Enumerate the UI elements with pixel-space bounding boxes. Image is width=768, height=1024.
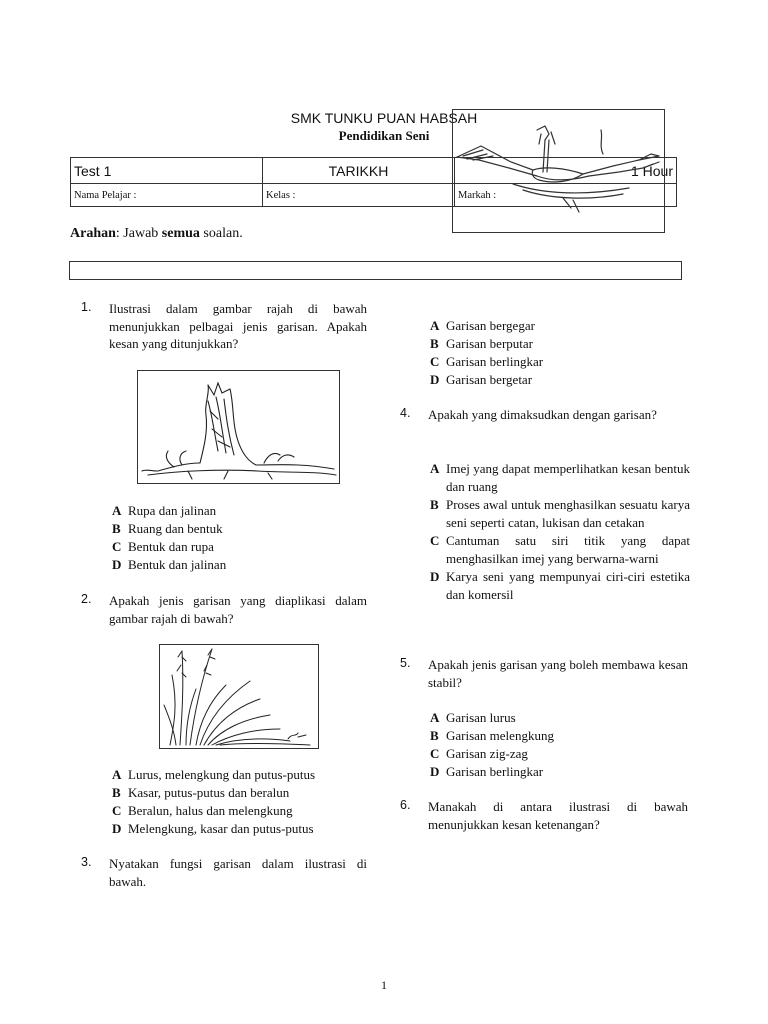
bird-sketch-image xyxy=(453,110,664,232)
subject-title: Pendidikan Seni xyxy=(338,128,430,143)
option-letter: D xyxy=(430,569,440,584)
option-text: Garisan bergegar xyxy=(446,318,535,333)
student-name-field[interactable]: Nama Pelajar : xyxy=(71,184,263,207)
option-text: Garisan lurus xyxy=(446,710,516,725)
question-3-options xyxy=(430,317,688,389)
option-letter: B xyxy=(430,336,439,351)
question-1-number: 1. xyxy=(81,300,92,314)
option[interactable] xyxy=(430,496,690,532)
option[interactable] xyxy=(430,727,688,745)
option-letter: B xyxy=(112,521,121,536)
option-text: Bentuk dan jalinan xyxy=(128,557,227,572)
question-4-text: Apakah yang dimaksudkan dengan garisan? xyxy=(428,407,657,422)
option[interactable] xyxy=(430,317,688,335)
option-letter: C xyxy=(430,354,440,369)
option-text: Lurus, melengkung dan putus-putus xyxy=(128,767,316,782)
tree-stump-image xyxy=(138,371,339,483)
question-5-number: 5. xyxy=(400,656,411,670)
option-letter: B xyxy=(430,497,439,512)
instruction-text: : Jawab xyxy=(115,226,162,241)
option-text: Garisan bergetar xyxy=(446,372,533,387)
question-2-text: Apakah jenis garisan yang diaplikasi dalam gambar rajah di bawah? xyxy=(109,593,367,626)
question-5-options xyxy=(430,709,688,781)
duration-label: 1 Hour xyxy=(455,158,677,184)
option-letter: B xyxy=(430,728,439,743)
option[interactable] xyxy=(430,460,690,496)
option[interactable] xyxy=(430,371,688,389)
option[interactable] xyxy=(430,568,690,604)
question-5-text: Apakah jenis garisan yang boleh membawa kesan stabil? xyxy=(428,657,688,690)
option-text: Garisan berputar xyxy=(446,336,533,351)
question-1-options xyxy=(112,502,362,574)
option-text: Rupa dan jalinan xyxy=(128,503,217,518)
question-2-options xyxy=(112,766,367,838)
option[interactable] xyxy=(112,766,367,784)
option[interactable] xyxy=(430,335,688,353)
option[interactable] xyxy=(112,802,367,820)
option-text: Karya seni yang mempunyai ciri-ciri estetika dan komersil xyxy=(446,569,690,602)
class-field[interactable]: Kelas : xyxy=(263,184,455,207)
option[interactable] xyxy=(430,745,688,763)
question-4-options xyxy=(430,460,690,604)
option-text: Garisan zig-zag xyxy=(446,746,528,761)
option-letter: C xyxy=(112,539,122,554)
option-letter: A xyxy=(430,461,440,476)
instruction xyxy=(70,226,243,242)
question-3-number: 3. xyxy=(81,855,92,869)
option[interactable] xyxy=(112,820,367,838)
option[interactable] xyxy=(430,353,688,371)
option-text: Kasar, putus-putus dan beralun xyxy=(128,785,290,800)
instruction-text-end: soalan. xyxy=(199,226,243,241)
option-letter: B xyxy=(112,785,121,800)
option-text: Garisan berlingkar xyxy=(446,354,544,369)
instruction-emphasis: semua xyxy=(161,226,200,241)
option[interactable] xyxy=(112,502,362,520)
option-letter: D xyxy=(112,821,122,836)
option-text: Cantuman satu siri titik yang dapat menghasilkan imej yang berwarna-warni xyxy=(446,533,690,566)
page-number: 1 xyxy=(381,978,387,992)
option[interactable] xyxy=(430,709,688,727)
question-6-number: 6. xyxy=(400,798,411,812)
option[interactable] xyxy=(430,532,690,568)
answer-box[interactable] xyxy=(69,261,682,280)
option-text: Melengkung, kasar dan putus-putus xyxy=(128,821,314,836)
question-6-text: Manakah di antara ilustrasi di bawah menunjukkan kesan ketenangan? xyxy=(428,799,688,832)
option-text: Proses awal untuk menghasilkan sesuatu karya seni seperti catan, lukisan dan cetakan xyxy=(446,497,690,530)
option-text: Beralun, halus dan melengkung xyxy=(128,803,293,818)
grass-figure xyxy=(159,644,319,749)
option-letter: A xyxy=(112,503,122,518)
option-text: Imej yang dapat memperlihatkan kesan bentuk dan ruang xyxy=(446,461,690,494)
option[interactable] xyxy=(112,538,362,556)
option-letter: D xyxy=(430,372,440,387)
school-name: SMK TUNKU PUAN HABSAH xyxy=(290,110,478,126)
marks-field[interactable]: Markah : xyxy=(455,184,677,207)
bird-sketch-figure xyxy=(452,109,665,233)
option-text: Garisan berlingkar xyxy=(446,764,544,779)
option-letter: A xyxy=(430,710,440,725)
option-letter: A xyxy=(430,318,440,333)
option-text: Garisan melengkung xyxy=(446,728,554,743)
question-1-text: Ilustrasi dalam gambar rajah di bawah menunjukkan pelbagai jenis garisan. Apakah kesan yang ditunjukkan? xyxy=(109,301,367,351)
option[interactable] xyxy=(112,784,367,802)
instruction-label: Arahan xyxy=(70,226,116,241)
question-2-number: 2. xyxy=(81,592,92,606)
date-label: TARIKKH xyxy=(263,158,455,184)
option-letter: D xyxy=(430,764,440,779)
question-4-number: 4. xyxy=(400,406,411,420)
option-letter: D xyxy=(112,557,122,572)
option[interactable] xyxy=(112,520,362,538)
option-letter: C xyxy=(430,533,440,548)
test-label: Test 1 xyxy=(71,158,263,184)
option-letter: A xyxy=(112,767,122,782)
option[interactable] xyxy=(430,763,688,781)
option-letter: C xyxy=(112,803,122,818)
tree-stump-figure xyxy=(137,370,340,484)
option-text: Bentuk dan rupa xyxy=(128,539,214,554)
question-3-text: Nyatakan fungsi garisan dalam ilustrasi di bawah. xyxy=(109,856,367,889)
grass-image xyxy=(160,645,318,748)
option-letter: C xyxy=(430,746,440,761)
option-text: Ruang dan bentuk xyxy=(128,521,223,536)
option[interactable] xyxy=(112,556,362,574)
